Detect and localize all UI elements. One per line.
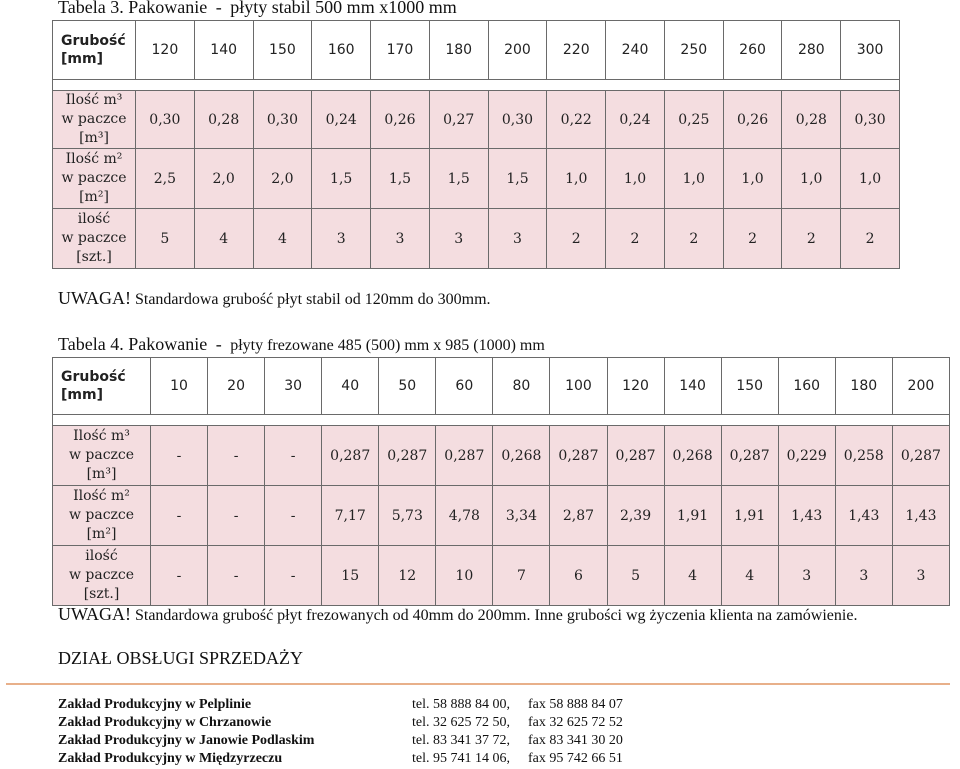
table3-cell: 0,27 [429, 91, 488, 149]
table4-row-label-line: Ilość m² [73, 488, 130, 504]
contact-phone: tel. 58 888 84 00, [412, 697, 510, 712]
table4-cell: 3 [835, 546, 892, 606]
table3-cell: 3 [429, 209, 488, 269]
contact-list [58, 697, 948, 769]
table3-note-text: Standardowa grubość płyt stabil od 120mm do 300mm. [130, 291, 491, 308]
table4-cell: 0,287 [322, 426, 379, 486]
table3-cell: 4 [253, 209, 312, 269]
table4-row-label [53, 486, 151, 546]
table4-cell: 0,268 [493, 426, 550, 486]
table4-cell: 10 [436, 546, 493, 606]
table3-cell: 3 [488, 209, 547, 269]
table4-cell: 0,287 [892, 426, 949, 486]
table4-row-label-line: w paczce [68, 447, 135, 463]
table4-title [58, 334, 545, 355]
table4-cell: - [151, 426, 208, 486]
table3-note [58, 288, 491, 309]
table4-row-label-line: [m³] [86, 466, 117, 482]
table3-cell: 1,0 [841, 149, 900, 209]
table4-cell: 0,229 [778, 426, 835, 486]
sales-heading: DZIAŁ OBSŁUGI SPRZEDAŻY [58, 648, 303, 668]
table3-column-header: 200 [488, 21, 547, 80]
table3-cell: 1,0 [606, 149, 665, 209]
table4-row [53, 426, 950, 486]
table4-cell: - [151, 546, 208, 606]
table4-cell: 3 [778, 546, 835, 606]
table4-row-label [53, 546, 151, 606]
contact-fax: fax 95 742 66 51 [528, 751, 623, 766]
table3-cell: 0,25 [664, 91, 723, 149]
table4-cell: 0,287 [436, 426, 493, 486]
table4-row-label-line: [szt.] [83, 586, 120, 602]
table4-column-header: 140 [664, 358, 721, 415]
table3-cell: 1,5 [488, 149, 547, 209]
table4-cell: 5 [607, 546, 664, 606]
table4-column-header: 20 [208, 358, 265, 415]
table4-row [53, 546, 950, 606]
table3-title-suffix: płyty stabil 500 mm x1000 mm [230, 0, 457, 17]
table3-column-header: 260 [723, 21, 782, 80]
table4-cell: - [265, 486, 322, 546]
table3-title-dash: - [215, 0, 222, 17]
contact-row [58, 697, 948, 715]
table4-note [58, 604, 857, 625]
table3-cell: 1,5 [429, 149, 488, 209]
table3-column-header: 240 [606, 21, 665, 80]
table3-row-label [53, 209, 136, 269]
table3-title [58, 0, 457, 18]
table3-cell: 5 [136, 209, 195, 269]
table4-cell: - [151, 486, 208, 546]
contact-name: Zakład Produkcyjny w Pelplinie [58, 697, 252, 712]
table3-cell: 1,0 [723, 149, 782, 209]
table4-column-header: 160 [778, 358, 835, 415]
table3-cell: 1,5 [312, 149, 371, 209]
table4 [52, 357, 950, 606]
table4-header-line2: [mm] [61, 387, 103, 403]
table3-cell: 2,0 [253, 149, 312, 209]
table3-cell: 1,0 [664, 149, 723, 209]
table3-column-header: 140 [194, 21, 253, 80]
table4-note-text: Standardowa grubość płyt frezowanych od 40mm do 200mm. Inne grubości wg życzenia klienta na zamówienie. [130, 607, 858, 624]
table4-title-prefix: Tabela 4. Pakowanie [58, 334, 208, 354]
section-divider [6, 683, 950, 685]
table4-cell: 4 [664, 546, 721, 606]
table3-cell: 0,24 [312, 91, 371, 149]
table3-cell: 2 [547, 209, 606, 269]
table4-cell: 1,91 [721, 486, 778, 546]
table3-cell: 0,30 [841, 91, 900, 149]
table3-row-label-line: [m²] [79, 189, 109, 205]
table4-cell: 6 [550, 546, 607, 606]
table3-row-label-line: ilość [77, 211, 111, 227]
table4-cell: 3,34 [493, 486, 550, 546]
table4-cell: 1,43 [892, 486, 949, 546]
table4-title-suffix: płyty frezowane 485 (500) mm x 985 (1000) mm [230, 337, 545, 354]
table3-column-header: 280 [782, 21, 841, 80]
contact-name: Zakład Produkcyjny w Chrzanowie [58, 715, 272, 730]
table4-column-header: 80 [493, 358, 550, 415]
table4-cell: 0,268 [664, 426, 721, 486]
table3-cell: 2 [782, 209, 841, 269]
table4-cell: 4,78 [436, 486, 493, 546]
table3-cell: 0,24 [606, 91, 665, 149]
table3-header-label [53, 21, 136, 80]
table3-column-header: 120 [136, 21, 195, 80]
table4-cell: - [208, 486, 265, 546]
contact-fax: fax 83 341 30 20 [528, 733, 623, 748]
table3-row-label [53, 149, 136, 209]
table3-spacer [53, 80, 900, 91]
table3-column-header: 160 [312, 21, 371, 80]
table4-row-label [53, 426, 151, 486]
table3-row-label-line: w paczce [61, 170, 127, 186]
table4-cell: 5,73 [379, 486, 436, 546]
table3-column-header: 220 [547, 21, 606, 80]
table3-cell: 4 [194, 209, 253, 269]
table3-cell: 0,28 [194, 91, 253, 149]
table4-cell: 0,287 [607, 426, 664, 486]
table4-cell: 1,43 [835, 486, 892, 546]
contact-name: Zakład Produkcyjny w Janowie Podlaskim [58, 733, 315, 748]
table3-cell: 2 [664, 209, 723, 269]
table3-row-label-line: [m³] [79, 130, 109, 146]
contact-name: Zakład Produkcyjny w Międzyrzeczu [58, 751, 283, 766]
table4-row-label-line: w paczce [68, 567, 135, 583]
table3-cell: 0,30 [488, 91, 547, 149]
table3-header-line2: [mm] [61, 51, 103, 67]
table4-cell: 7 [493, 546, 550, 606]
contact-row [58, 751, 948, 769]
contact-phone: tel. 83 341 37 72, [412, 733, 510, 748]
table4-cell: 15 [322, 546, 379, 606]
table4-column-header: 180 [835, 358, 892, 415]
table4-header-line1: Grubość [61, 369, 126, 385]
table4-column-header: 200 [892, 358, 949, 415]
table3-cell: 0,26 [371, 91, 430, 149]
table3-cell: 3 [312, 209, 371, 269]
table4-row-label-line: [m²] [86, 526, 117, 542]
table4-cell: 1,43 [778, 486, 835, 546]
table3-cell: 3 [371, 209, 430, 269]
table4-cell: 0,258 [835, 426, 892, 486]
table4-column-header: 60 [436, 358, 493, 415]
table4-column-header: 40 [322, 358, 379, 415]
table3-cell: 0,28 [782, 91, 841, 149]
table4-header-row [53, 358, 950, 415]
table3-cell: 2 [606, 209, 665, 269]
table3 [52, 20, 900, 269]
table3-header-line1: Grubość [61, 33, 126, 49]
table3-column-header: 150 [253, 21, 312, 80]
table3-header-row [53, 21, 900, 80]
table4-cell: 1,91 [664, 486, 721, 546]
contact-row [58, 733, 948, 751]
table4-column-header: 10 [151, 358, 208, 415]
table3-column-header: 250 [664, 21, 723, 80]
contact-fax: fax 58 888 84 07 [528, 697, 623, 712]
table4-column-header: 100 [550, 358, 607, 415]
table3-cell: 0,22 [547, 91, 606, 149]
contact-fax: fax 32 625 72 52 [528, 715, 623, 730]
table4-row [53, 486, 950, 546]
table3-cell: 2 [841, 209, 900, 269]
contact-phone: tel. 95 741 14 06, [412, 751, 510, 766]
table3-row-label [53, 91, 136, 149]
table3-row-label-line: [szt.] [76, 249, 112, 265]
table4-column-header: 30 [265, 358, 322, 415]
table4-row-label-line: Ilość m³ [73, 428, 130, 444]
table3-title-prefix: Tabela 3. Pakowanie [58, 0, 208, 17]
table3-row [53, 91, 900, 149]
table4-cell: 0,287 [379, 426, 436, 486]
table4-row-label-line: ilość [85, 548, 118, 564]
table3-cell: 1,0 [547, 149, 606, 209]
table4-title-dash: - [215, 334, 222, 354]
table4-header-label [53, 358, 151, 415]
table3-cell: 0,30 [253, 91, 312, 149]
table4-column-header: 50 [379, 358, 436, 415]
table3-column-header: 300 [841, 21, 900, 80]
table3-row [53, 149, 900, 209]
table3-cell: 1,5 [371, 149, 430, 209]
table3-cell: 0,30 [136, 91, 195, 149]
contact-row [58, 715, 948, 733]
table4-cell: 12 [379, 546, 436, 606]
table4-cell: 2,87 [550, 486, 607, 546]
table4-cell: - [265, 546, 322, 606]
table4-column-header: 120 [607, 358, 664, 415]
table3-note-strong: UWAGA! [58, 288, 131, 308]
table4-spacer [53, 415, 950, 426]
table3-row-label-line: w paczce [61, 230, 127, 246]
table4-note-strong: UWAGA! [58, 604, 131, 624]
table3-row [53, 209, 900, 269]
table4-cell: 0,287 [550, 426, 607, 486]
table3-row-label-line: Ilość m² [65, 151, 123, 167]
table4-cell: - [208, 546, 265, 606]
table3-cell: 2,0 [194, 149, 253, 209]
table3-row-label-line: w paczce [61, 111, 127, 127]
table4-row-label-line: w paczce [68, 507, 135, 523]
table4-cell: 4 [721, 546, 778, 606]
table4-cell: 2,39 [607, 486, 664, 546]
table4-cell: 0,287 [721, 426, 778, 486]
table4-column-header: 150 [721, 358, 778, 415]
table3-cell: 2,5 [136, 149, 195, 209]
table3-row-label-line: Ilość m³ [65, 92, 123, 108]
table4-cell: - [265, 426, 322, 486]
table3-cell: 0,26 [723, 91, 782, 149]
table4-cell: 7,17 [322, 486, 379, 546]
table4-cell: - [208, 426, 265, 486]
table4-cell: 3 [892, 546, 949, 606]
contact-phone: tel. 32 625 72 50, [412, 715, 510, 730]
table3-cell: 1,0 [782, 149, 841, 209]
table3-column-header: 170 [371, 21, 430, 80]
table3-column-header: 180 [429, 21, 488, 80]
table3-cell: 2 [723, 209, 782, 269]
